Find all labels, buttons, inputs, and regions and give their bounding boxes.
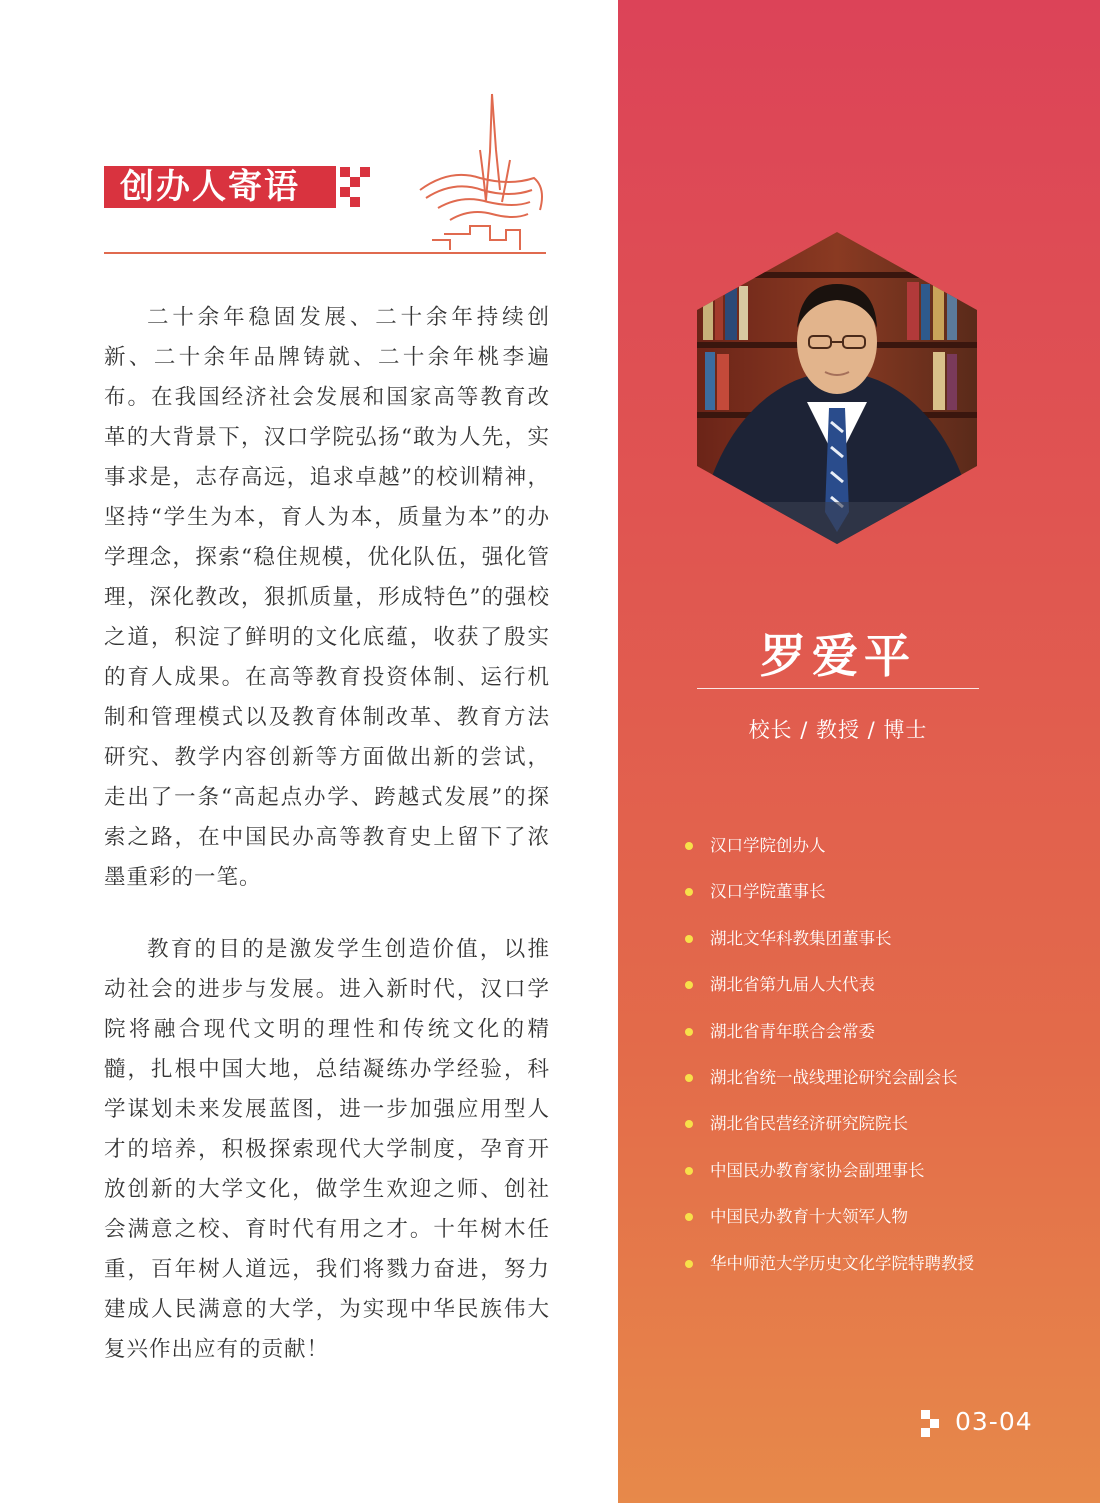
checker-pattern-icon <box>340 167 372 207</box>
list-item <box>683 919 974 965</box>
body-paragraph: 二十余年稳固发展、二十余年持续创新、二十余年品牌铸就、二十余年桃李遍布。在我国经济社会发展和国家高等教育改革的大背景下，汉口学院弘扬“敢为人先，实事求是，志存高远，追求卓越”的校训精神，坚持“学生为本，育人为本，质量为本”的办学理念，探索“稳住规模，优化队伍，强化管理，深化教改，狠抓质量，形成特色”的强校之道，积淀了鲜明的文化底蕴，收获了殷实的育人成果。在高等教育投资体制、运行机制和管理模式以及教育体制改革、教育方法研究、教学内容创新等方面做出新的尝试，走出了一条“高起点办学、跨越式发展”的探索之路，在中国民办高等教育史上留下了浓墨重彩的一笔。 <box>104 305 550 890</box>
title-label: 汉口学院创办人 <box>710 836 826 855</box>
list-item <box>683 872 974 918</box>
bullet-dot-icon <box>685 842 693 850</box>
list-item <box>683 1104 974 1150</box>
list-item <box>683 965 974 1011</box>
section-title: 创办人寄语 <box>120 167 300 207</box>
bullet-dot-icon <box>685 935 693 943</box>
title-label: 湖北省第九届人大代表 <box>710 975 875 995</box>
title-label: 中国民办教育家协会副理事长 <box>710 1160 925 1180</box>
bullet-dot-icon <box>685 981 693 989</box>
title-label: 汉口学院董事长 <box>710 882 826 902</box>
list-item <box>683 1197 974 1243</box>
founder-name: 罗爱平 <box>760 629 916 683</box>
list-item <box>683 1058 974 1104</box>
header-divider <box>104 252 546 254</box>
title-label: 中国民办教育十大领军人物 <box>710 1207 908 1227</box>
list-item <box>683 1012 974 1058</box>
bullet-dot-icon <box>685 1260 693 1268</box>
bullet-dot-icon <box>685 1028 693 1036</box>
title-label: 湖北文华科教集团董事长 <box>710 928 892 948</box>
page-number: 03-04 <box>955 1407 1033 1436</box>
bullet-dot-icon <box>685 1167 693 1175</box>
bullet-dot-icon <box>685 888 693 896</box>
page-marker-icon <box>921 1410 943 1438</box>
title-label: 湖北省统一战线理论研究会副会长 <box>710 1067 958 1087</box>
bullet-dot-icon <box>685 1074 693 1082</box>
founder-role: 校长 / 教授 / 博士 <box>748 718 928 742</box>
title-label: 湖北省青年联合会常委 <box>710 1021 875 1041</box>
bullet-dot-icon <box>685 1120 693 1128</box>
name-divider <box>697 688 979 689</box>
landmark-tower-icon <box>410 90 550 260</box>
list-item <box>683 1244 974 1290</box>
body-paragraph: 教育的目的是激发学生创造价值，以推动社会的进步与发展。进入新时代，汉口学院将融合现代文明的理性和传统文化的精髓，扎根中国大地，总结凝练办学经验，科学谋划未来发展蓝图，进一步加强应用型人才的培养，积极探索现代大学制度，孕育开放创新的大学文化，做学生欢迎之师、创社会满意之校、育时代有用之才。十年树木任重，百年树人道远，我们将戮力奋进，努力建成人民满意的大学，为实现中华民族伟大复兴作出应有的贡献！ <box>104 937 550 1362</box>
bullet-dot-icon <box>685 1213 693 1221</box>
founder-titles-list <box>683 826 974 1290</box>
founder-portrait <box>697 232 977 544</box>
list-item <box>683 1151 974 1197</box>
title-label: 华中师范大学历史文化学院特聘教授 <box>710 1253 974 1273</box>
title-label: 湖北省民营经济研究院院长 <box>710 1114 908 1134</box>
list-item <box>683 826 974 872</box>
